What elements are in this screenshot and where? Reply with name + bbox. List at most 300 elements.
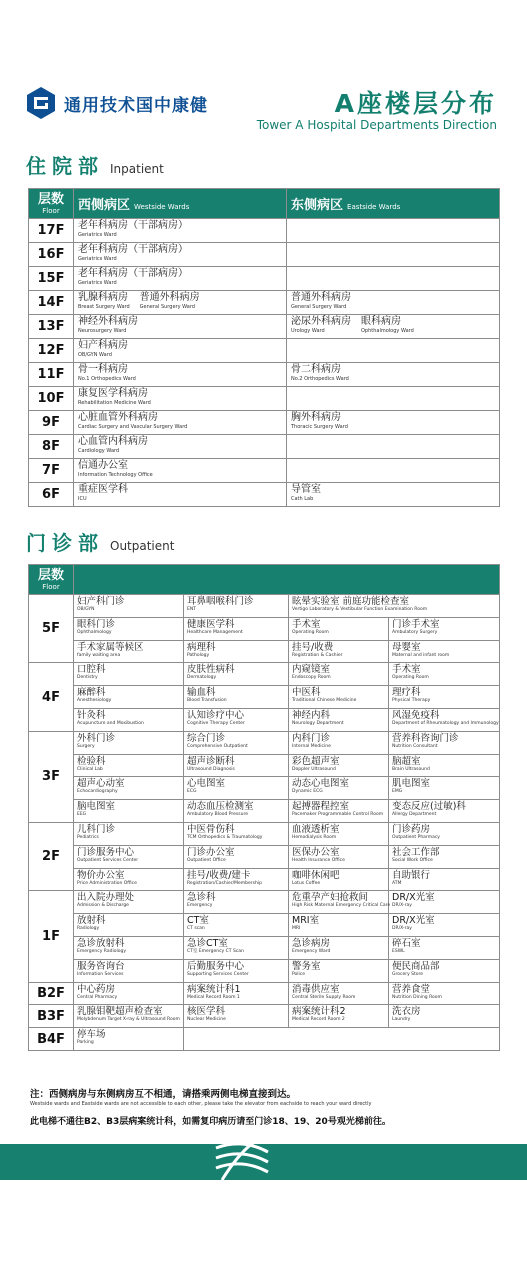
- department-name-cn: 母婴室: [392, 641, 421, 653]
- department-name-en: Doppler Ultrasound: [292, 766, 336, 772]
- department-name-en: Supporting Services Center: [187, 971, 249, 977]
- department-name-en: EMG: [392, 789, 403, 795]
- department-name-en: Pacemaker Programmable Control Room: [292, 812, 384, 818]
- department-name-en: Lotus Coffee: [292, 880, 321, 886]
- brand-wave-mark: [212, 1140, 272, 1184]
- department-name-cn: 门诊药房: [392, 823, 431, 835]
- outpatient-row: [29, 936, 500, 959]
- department-cell: [184, 754, 289, 777]
- department-cell: [74, 914, 184, 937]
- department-cell: [389, 800, 500, 823]
- outpatient-row: [29, 822, 500, 845]
- department-item: [78, 292, 130, 310]
- department-name-en: General Surgery Ward: [139, 304, 195, 310]
- department-name-en: Information Technology Office: [78, 472, 153, 478]
- department-cell: [289, 891, 389, 914]
- outpatient-floor-header: [29, 565, 74, 595]
- floor-label: 11F: [29, 363, 74, 387]
- department-item: [140, 292, 200, 310]
- department-name-en: Comprehensive Outpatient: [187, 743, 248, 749]
- department-cell: [289, 1005, 389, 1028]
- department-name-cn: 信通办公室: [78, 460, 128, 471]
- inpatient-floor-header: [29, 189, 74, 219]
- department-name-en: Internal Medicine: [292, 743, 331, 749]
- eastside-ward-cell: [287, 267, 500, 291]
- department-name-en: Emergency Radiology: [77, 948, 126, 954]
- department-name-cn: 动态血压检测室: [187, 801, 254, 813]
- department-cell: [184, 777, 289, 800]
- department-name-cn: 动态心电图室: [292, 778, 350, 790]
- department-name-en: Blood Transfusion: [187, 698, 227, 704]
- department-name-cn: 综合门诊: [187, 732, 226, 744]
- elevator-note: 此电梯不通往B2、B3层病案统计科，如需复印病历请至门诊18、19、20号观光梯前往。: [30, 1117, 391, 1127]
- department-name-cn: 乳腺钼靶超声检查室: [77, 1006, 163, 1018]
- department-name-en: Cardiac Surgery and Vascular Surgery Ward: [78, 424, 188, 430]
- department-cell: [289, 663, 389, 686]
- department-name-en: Health Insurance Office: [292, 857, 345, 863]
- eastside-ward-cell: [287, 387, 500, 411]
- department-name-en: DR/X-ray: [392, 903, 412, 909]
- floor-header-cn: 层数: [37, 567, 64, 583]
- department-name-en: Laundry: [392, 1017, 411, 1023]
- department-cell: [184, 731, 289, 754]
- department-cell: [389, 640, 500, 663]
- note-cn: 注：西侧病房与东侧病房互不相通，请搭乘两侧电梯直接到达。: [30, 1089, 297, 1100]
- department-name-en: Medical Record Room 1: [187, 994, 240, 1000]
- department-name-en: ESWL: [392, 948, 405, 954]
- outpatient-row: [29, 868, 500, 891]
- department-name-cn: 急诊病房: [292, 937, 331, 949]
- department-name-cn: 中医科: [292, 687, 321, 699]
- department-item: [78, 436, 148, 454]
- department-name-cn: 理疗科: [392, 687, 421, 699]
- inpatient-title-en: Inpatient: [110, 162, 164, 176]
- department-item: [291, 484, 321, 502]
- outpatient-row: [29, 708, 500, 731]
- department-name-cn: 彩色超声室: [292, 755, 340, 767]
- westside-ward-cell: [74, 483, 287, 507]
- department-cell: [389, 868, 500, 891]
- department-cell: [74, 845, 184, 868]
- department-name-en: Geriatrics Ward: [78, 232, 117, 238]
- department-name-cn: 后勤服务中心: [187, 960, 245, 972]
- department-cell: [389, 708, 500, 731]
- department-name-cn: 老年科病房（干部病房）: [78, 268, 188, 279]
- floor-label: 7F: [29, 459, 74, 483]
- department-name-cn: 麻醉科: [77, 687, 106, 699]
- department-name-en: ICU: [78, 496, 87, 502]
- eastside-ward-cell: [287, 483, 500, 507]
- department-name-cn: 内科门诊: [292, 732, 331, 744]
- inpatient-row: [29, 267, 500, 291]
- department-name-cn: 输血科: [187, 687, 216, 699]
- floor-label: 17F: [29, 219, 74, 243]
- department-cell: [389, 822, 500, 845]
- eastside-ward-cell: [287, 363, 500, 387]
- department-cell: [184, 936, 289, 959]
- department-name-cn: 核医学科: [187, 1006, 226, 1018]
- department-name-en: Ultrasound Diagnosis: [187, 766, 235, 772]
- department-cell: [289, 845, 389, 868]
- department-cell: [389, 663, 500, 686]
- inpatient-row: [29, 363, 500, 387]
- floor-label: 13F: [29, 315, 74, 339]
- outpatient-row: [29, 595, 500, 618]
- department-cell: [74, 891, 184, 914]
- department-cell: [389, 754, 500, 777]
- department-name-cn: 病案统计科1: [187, 983, 241, 995]
- westside-ward-cell: [74, 387, 287, 411]
- department-cell: [389, 1005, 500, 1028]
- department-name-en: Department of Rheumatology and Immunology: [392, 720, 499, 726]
- department-name-cn: CT室: [187, 915, 209, 927]
- department-cell: [289, 617, 389, 640]
- outpatient-row: [29, 686, 500, 709]
- department-name-cn: 风湿免疫科: [392, 709, 440, 721]
- department-cell: [74, 663, 184, 686]
- department-name-cn: 营养科咨询门诊: [392, 732, 459, 744]
- department-name-en: Echocardiography: [77, 789, 118, 795]
- department-name-en: Nutrition Consultant: [392, 743, 438, 749]
- department-name-en: Central Sterile Supply Room: [292, 994, 356, 1000]
- department-name-cn: 骨一科病房: [78, 364, 128, 375]
- department-name-cn: 消毒供应室: [292, 983, 340, 995]
- department-cell: [289, 914, 389, 937]
- note-en: Westside wards and Eastside wards are not accessible to each other, please take the elevator from eachside to reach your ward directly: [30, 1101, 372, 1107]
- department-item: [78, 340, 128, 358]
- department-name-cn: 内窥镜室: [292, 664, 331, 676]
- department-name-cn: 耳鼻咽喉科门诊: [187, 596, 254, 607]
- floor-label: 4F: [29, 663, 74, 731]
- department-name-en: Thoracic Surgery Ward: [291, 424, 348, 430]
- westside-header-cn: 西侧病区: [78, 198, 131, 213]
- department-name-en: Information Services: [77, 971, 124, 977]
- floor-label: 3F: [29, 731, 74, 822]
- department-cell: [184, 708, 289, 731]
- floor-label: 9F: [29, 411, 74, 435]
- department-cell: [389, 891, 500, 914]
- department-name-cn: 变态反应(过敏)科: [392, 801, 466, 813]
- department-name-cn: 老年科病房（干部病房）: [78, 220, 188, 231]
- department-cell: [74, 617, 184, 640]
- department-name-en: Registration/Cashier/Membership: [187, 880, 262, 886]
- westside-ward-cell: [74, 339, 287, 363]
- outpatient-title-en: Outpatient: [110, 539, 175, 553]
- department-cell: [74, 708, 184, 731]
- department-item: [291, 292, 351, 310]
- department-item: [78, 460, 153, 478]
- inpatient-row: [29, 459, 500, 483]
- department-cell: [389, 982, 500, 1005]
- inpatient-row: [29, 219, 500, 243]
- department-name-cn: 咖啡休闲吧: [292, 869, 340, 881]
- department-name-en: Anesthesiology: [77, 698, 112, 704]
- department-name-cn: 眼科门诊: [77, 618, 116, 630]
- eastside-ward-cell: [287, 339, 500, 363]
- department-item: [78, 412, 187, 430]
- department-name-en: Grocery Store: [392, 971, 424, 977]
- department-name-cn: 乳腺科病房: [78, 292, 128, 303]
- floor-label: 2F: [29, 822, 74, 890]
- westside-ward-cell: [74, 291, 287, 315]
- department-name-cn: 心电图室: [187, 778, 226, 790]
- department-name-en: Molybdenum Target X-ray & Ultrasound Room: [77, 1017, 180, 1023]
- floor-label: 10F: [29, 387, 74, 411]
- department-cell: [289, 822, 389, 845]
- department-name-cn: DR/X光室: [392, 892, 435, 904]
- department-name-cn: 急诊CT室: [187, 937, 228, 949]
- westside-ward-cell: [74, 243, 287, 267]
- department-cell: [74, 868, 184, 891]
- westside-ward-cell: [74, 267, 287, 291]
- inpatient-row: [29, 315, 500, 339]
- department-cell: [184, 868, 289, 891]
- department-name-cn: 脑超室: [392, 755, 421, 767]
- outpatient-row: [29, 731, 500, 754]
- department-cell: [184, 891, 289, 914]
- outpatient-row: [29, 617, 500, 640]
- westside-ward-cell: [74, 219, 287, 243]
- department-name-cn: 导管室: [291, 484, 321, 495]
- department-name-cn: 碎石室: [392, 937, 421, 949]
- department-name-en: Radiology: [77, 926, 100, 932]
- page-title: A座楼层分布: [334, 89, 497, 118]
- department-cell: [74, 754, 184, 777]
- page-subtitle: Tower A Hospital Departments Direction: [256, 118, 497, 132]
- outpatient-row: [29, 1028, 500, 1051]
- department-name-cn: 重症医学科: [78, 484, 128, 495]
- department-cell: [74, 982, 184, 1005]
- westside-header: [74, 189, 287, 219]
- inpatient-table: [28, 188, 500, 507]
- department-cell: [289, 595, 500, 618]
- floor-header-cn: 层数: [37, 191, 64, 207]
- department-cell: [184, 982, 289, 1005]
- department-cell: [184, 1005, 289, 1028]
- department-name-cn: 超声心动室: [77, 778, 125, 790]
- logo-icon: [24, 86, 58, 120]
- department-name-en: Ambulatory Surgery: [392, 629, 438, 635]
- department-item: [78, 244, 188, 262]
- department-item: [78, 316, 138, 334]
- department-cell: [184, 959, 289, 982]
- department-name-cn: 血液透析室: [292, 823, 340, 835]
- department-name-en: Brain Ultrasound: [392, 766, 430, 772]
- floor-label: 8F: [29, 435, 74, 459]
- department-name-cn: 神经外科病房: [78, 316, 138, 327]
- department-name-cn: 中心药房: [77, 983, 116, 995]
- department-cell: [74, 640, 184, 663]
- department-name-en: Breast Surgery Ward: [78, 304, 130, 310]
- department-name-cn: 心脏血管外科病房: [78, 412, 158, 423]
- department-cell: [74, 822, 184, 845]
- outpatient-row: [29, 800, 500, 823]
- department-name-cn: 认知诊疗中心: [187, 709, 245, 721]
- department-name-en: Admission & Discharge: [77, 903, 129, 909]
- department-name-cn: 针灸科: [77, 709, 106, 721]
- outpatient-title-cn: 门诊部: [26, 531, 104, 555]
- department-name-cn: 健康医学科: [187, 618, 235, 630]
- department-cell: [184, 663, 289, 686]
- department-name-cn: 门诊手术室: [392, 618, 440, 630]
- department-name-cn: 普通外科病房: [291, 292, 351, 303]
- department-name-en: Rehabilitation Medicine Ward: [78, 400, 151, 406]
- floor-label: 1F: [29, 891, 74, 982]
- inpatient-row: [29, 483, 500, 507]
- department-name-cn: MRI室: [292, 915, 320, 927]
- department-name-cn: 儿科门诊: [77, 823, 116, 835]
- department-cell: [289, 640, 389, 663]
- department-cell: [389, 731, 500, 754]
- department-name-cn: 社会工作部: [392, 846, 440, 858]
- inpatient-row: [29, 411, 500, 435]
- department-cell: [74, 731, 184, 754]
- department-name-en: Pediatrics: [77, 834, 99, 840]
- department-name-en: CT scan: [187, 926, 205, 932]
- department-name-cn: 门诊服务中心: [77, 846, 135, 858]
- department-name-cn: 妇产科门诊: [77, 596, 125, 607]
- outpatient-row: [29, 1005, 500, 1028]
- department-name-cn: 门诊办公室: [187, 846, 235, 858]
- department-name-cn: 脑电图室: [77, 801, 116, 813]
- inpatient-row: [29, 435, 500, 459]
- department-name-cn: 泌尿外科病房: [291, 316, 351, 327]
- floor-label: 16F: [29, 243, 74, 267]
- department-name-cn: 停车场: [77, 1029, 106, 1041]
- department-name-en: Social Work Office: [392, 857, 433, 863]
- outpatient-row: [29, 982, 500, 1005]
- westside-ward-cell: [74, 411, 287, 435]
- westside-ward-cell: [74, 315, 287, 339]
- department-name-cn: DR/X光室: [392, 915, 435, 927]
- department-cell: [184, 800, 289, 823]
- department-cell: [289, 731, 389, 754]
- department-cell: [389, 936, 500, 959]
- department-cell: [289, 686, 389, 709]
- department-name-en: Dentistry: [77, 675, 98, 681]
- department-cell: [389, 845, 500, 868]
- department-name-en: Operating Room: [392, 675, 429, 681]
- department-name-cn: 医保办公室: [292, 846, 340, 858]
- eastside-ward-cell: [287, 291, 500, 315]
- eastside-ward-cell: [287, 435, 500, 459]
- department-name-en: OB/GYN: [77, 607, 95, 612]
- floor-label: 5F: [29, 595, 74, 663]
- department-cell: [184, 686, 289, 709]
- inpatient-row: [29, 243, 500, 267]
- outpatient-header-band: [74, 565, 500, 595]
- eastside-header-en: Eastside Wards: [347, 203, 401, 211]
- department-cell: [389, 959, 500, 982]
- department-name-cn: 骨二科病房: [291, 364, 341, 375]
- department-cell: [184, 617, 289, 640]
- outpatient-section-title: [26, 531, 175, 555]
- department-cell: [74, 800, 184, 823]
- department-name-en: ATM: [392, 880, 402, 886]
- department-cell: [389, 617, 500, 640]
- department-name-en: General Surgery Ward: [291, 304, 347, 310]
- department-name-cn: 急诊放射科: [77, 937, 125, 949]
- department-name-en: Nutrition Dining Room: [392, 994, 442, 1000]
- department-name-en: Allergy Department: [392, 812, 437, 818]
- department-item: [291, 316, 351, 334]
- outpatient-row: [29, 845, 500, 868]
- department-name-cn: 外科门诊: [77, 732, 116, 744]
- westside-ward-cell: [74, 363, 287, 387]
- department-name-en: Neurosurgery Ward: [78, 328, 127, 334]
- department-name-en: EEG: [77, 812, 87, 818]
- department-cell: [389, 777, 500, 800]
- department-item: [78, 364, 136, 382]
- department-cell: [389, 914, 500, 937]
- department-name-en: Cognitive Therapy Center: [187, 720, 245, 726]
- department-name-en: Outpatient Office: [187, 857, 226, 863]
- department-name-en: ENT: [187, 607, 196, 612]
- department-name-en: Acupuncture and Moxibustion: [77, 720, 144, 726]
- department-name-en: TCM Orthopedics & Traumatology: [187, 834, 263, 840]
- department-name-cn: 物价办公室: [77, 869, 125, 881]
- department-cell: [184, 822, 289, 845]
- outpatient-row: [29, 914, 500, 937]
- department-name-cn: 营养食堂: [392, 983, 431, 995]
- department-name-en: Police: [292, 971, 306, 977]
- department-name-en: Pathology: [187, 652, 210, 658]
- department-name-en: Healthcare Management: [187, 629, 243, 635]
- department-name-cn: 挂号/收费/建卡: [187, 869, 251, 881]
- eastside-header-cn: 东侧病区: [291, 198, 344, 213]
- department-name-en: ECG: [187, 789, 197, 795]
- department-name-en: Central Pharmacy: [77, 994, 118, 1000]
- empty-cell: [184, 1028, 500, 1051]
- department-cell: [289, 800, 389, 823]
- department-cell: [289, 777, 389, 800]
- department-item: [291, 412, 348, 430]
- department-name-en: Cardiology Ward: [78, 448, 120, 454]
- logo-text: 通用技术国中康健: [64, 95, 208, 116]
- department-item: [78, 484, 128, 502]
- department-name-cn: 手术家属等候区: [77, 641, 144, 653]
- department-name-cn: 洗衣房: [392, 1006, 421, 1018]
- department-name-cn: 便民商品部: [392, 960, 440, 972]
- westside-header-en: Westside Wards: [134, 203, 190, 211]
- floor-label: 6F: [29, 483, 74, 507]
- department-name-en: Cath Lab: [291, 496, 314, 502]
- floor-label: 12F: [29, 339, 74, 363]
- department-name-en: Emergency Ward: [292, 948, 331, 954]
- department-name-cn: 病理科: [187, 641, 216, 653]
- inpatient-title-cn: 住院部: [26, 154, 104, 178]
- department-name-en: Dynamic ECG: [292, 789, 323, 795]
- inpatient-row: [29, 339, 500, 363]
- department-cell: [74, 595, 184, 618]
- outpatient-row: [29, 640, 500, 663]
- westside-ward-cell: [74, 459, 287, 483]
- department-name-cn: 皮肤性病科: [187, 664, 235, 676]
- department-name-cn: 心血管内科病房: [78, 436, 148, 447]
- department-cell: [184, 640, 289, 663]
- outpatient-row: [29, 777, 500, 800]
- department-name-cn: 胸外科病房: [291, 412, 341, 423]
- floor-label: 15F: [29, 267, 74, 291]
- department-name-en: DR/X-ray: [392, 926, 412, 932]
- floor-label: 14F: [29, 291, 74, 315]
- department-name-cn: 服务咨询台: [77, 960, 125, 972]
- department-name-en: MRI: [292, 926, 301, 932]
- floor-header-en: Floor: [42, 206, 60, 215]
- department-cell: [184, 914, 289, 937]
- department-item: [78, 268, 188, 286]
- inpatient-row: [29, 387, 500, 411]
